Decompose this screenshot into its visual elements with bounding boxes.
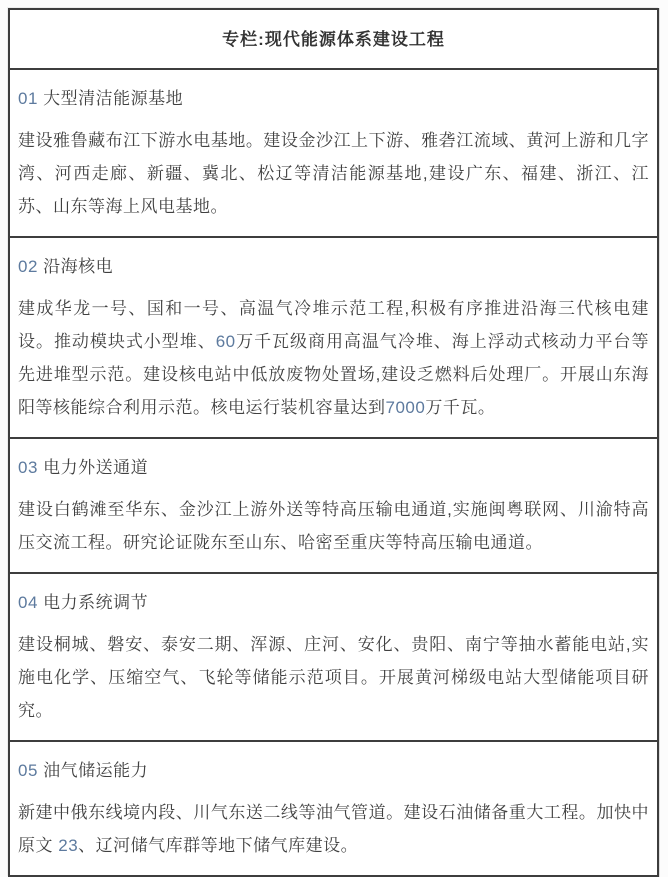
box-title: 专栏:现代能源体系建设工程 <box>222 30 445 49</box>
section-body: 建成华龙一号、国和一号、高温气冷堆示范工程,积极有序推进沿海三代核电建设。推动模块式小型堆、60万千瓦级商用高温气冷堆、海上浮动式核动力平台等先进堆型示范。建设核电站中低放废物处置场,建设乏燃料后处理厂。开展山东海阳等核能综合利用示范。核电运行装机容量达到7000万千瓦。 <box>18 299 650 417</box>
section-heading: 05 油气储运能力 <box>18 761 149 780</box>
section-heading: 03 电力外送通道 <box>18 458 149 477</box>
section-heading: 04 电力系统调节 <box>18 593 149 612</box>
section-01-clean-energy-bases <box>10 68 657 236</box>
section-body: 建设白鹤滩至华东、金沙江上游外送等特高压输电通道,实施闽粤联网、川渝特高压交流工程。研究论证陇东至山东、哈密至重庆等特高压输电通道。 <box>18 500 649 552</box>
section-heading: 01 大型清洁能源基地 <box>18 89 184 108</box>
section-heading: 02 沿海核电 <box>18 257 114 276</box>
section-05-oil-gas-storage <box>10 740 657 875</box>
section-04-grid-regulation <box>10 572 657 740</box>
section-03-power-transmission <box>10 437 657 572</box>
section-body: 建设桐城、磐安、泰安二期、浑源、庄河、安化、贵阳、南宁等抽水蓄能电站,实施电化学、压缩空气、飞轮等储能示范项目。开展黄河梯级电站大型储能项目研究。 <box>18 635 649 720</box>
section-02-coastal-nuclear <box>10 236 657 437</box>
section-body: 建设雅鲁藏布江下游水电基地。建设金沙江上下游、雅砻江流域、黄河上游和几字湾、河西走廊、新疆、冀北、松辽等清洁能源基地,建设广东、福建、浙江、江苏、山东等海上风电基地。 <box>18 131 649 216</box>
section-body: 新建中俄东线境内段、川气东送二线等油气管道。建设石油储备重大工程。加快中原文 23、辽河储气库群等地下储气库建设。 <box>18 803 649 855</box>
column-box <box>8 8 659 877</box>
